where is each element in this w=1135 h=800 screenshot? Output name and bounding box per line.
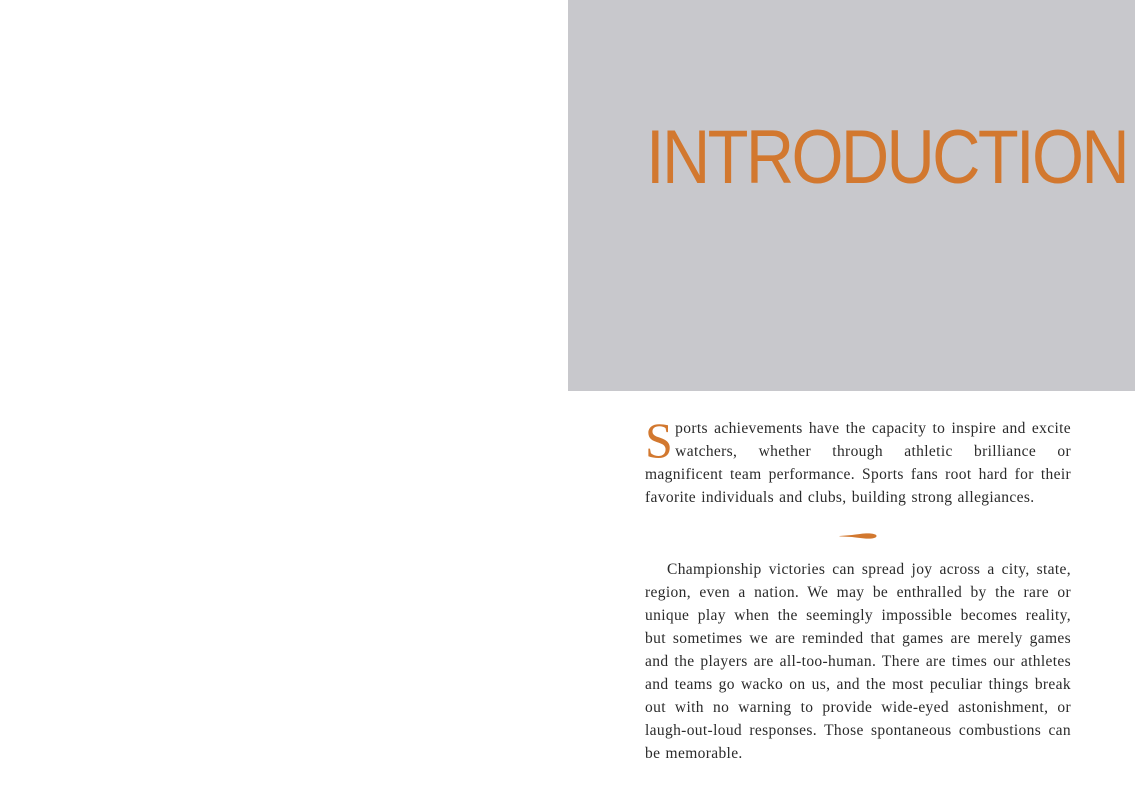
baseball-bat-icon [839, 532, 877, 540]
intro-paragraph-1-text: ports achievements have the capacity to inspire and excite watchers, whether through athletic brilliance or magnificent team performance. Sports fans root hard for their favorite individuals and clubs, building strong allegiances. [645, 420, 1071, 506]
intro-paragraph-2: Championship victories can spread joy across a city, state, region, even a nation. We may be enthralled by the rare or unique play when the seemingly impossible becomes reality, but sometimes we are reminded that games are merely games and the players are all-too-human. There are times our athletes and teams go wacko on us, and the most peculiar things break out with no warning to provide wide-eyed astonishment, or laugh-out-loud responses. Those spontaneous combustions can be memorable. [645, 561, 1071, 762]
title-panel [568, 0, 1135, 391]
chapter-title: INTRODUCTION [646, 115, 1128, 200]
right-page [568, 0, 1135, 800]
drop-cap: S [645, 412, 674, 468]
intro-paragraph-1 [645, 412, 1071, 509]
